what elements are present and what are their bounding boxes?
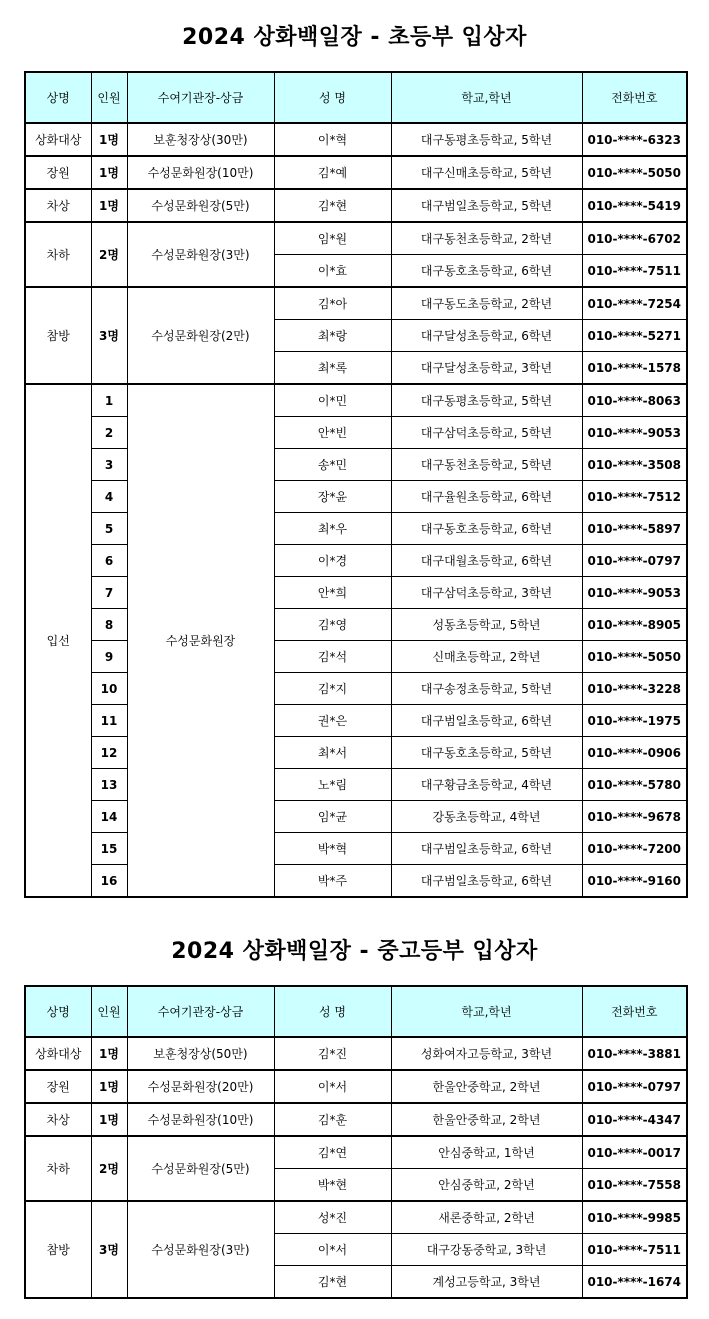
table-row xyxy=(25,609,687,641)
phone-cell: 010-****-7254 xyxy=(582,287,687,320)
award-cell: 참방 xyxy=(25,1201,91,1298)
school-cell: 강동초등학교, 4학년 xyxy=(391,801,582,833)
name-cell: 안*빈 xyxy=(274,417,391,449)
phone-cell: 010-****-6702 xyxy=(582,222,687,255)
phone-cell: 010-****-1674 xyxy=(582,1266,687,1299)
prize-cell: 수성문화원장(5만) xyxy=(127,1136,274,1201)
school-cell: 대구동천초등학교, 2학년 xyxy=(391,222,582,255)
table-row xyxy=(25,123,687,156)
name-cell: 김*아 xyxy=(274,287,391,320)
phone-cell: 010-****-5780 xyxy=(582,769,687,801)
name-cell: 노*림 xyxy=(274,769,391,801)
elementary-awards-table xyxy=(24,71,688,898)
header-award: 상명 xyxy=(25,986,91,1037)
phone-cell: 010-****-0797 xyxy=(582,545,687,577)
school-cell: 대구달성초등학교, 6학년 xyxy=(391,320,582,352)
phone-cell: 010-****-7511 xyxy=(582,1234,687,1266)
school-cell: 대구삼덕초등학교, 3학년 xyxy=(391,577,582,609)
table-row xyxy=(25,769,687,801)
header-count: 인원 xyxy=(91,986,127,1037)
school-cell: 대구강동중학교, 3학년 xyxy=(391,1234,582,1266)
name-cell: 이*서 xyxy=(274,1234,391,1266)
table-row xyxy=(25,641,687,673)
phone-cell: 010-****-5897 xyxy=(582,513,687,545)
table-row xyxy=(25,1136,687,1169)
name-cell: 임*원 xyxy=(274,222,391,255)
name-cell: 이*효 xyxy=(274,255,391,288)
name-cell: 이*경 xyxy=(274,545,391,577)
award-cell: 상화대상 xyxy=(25,1037,91,1070)
school-cell: 대구황금초등학교, 4학년 xyxy=(391,769,582,801)
school-cell: 성화여자고등학교, 3학년 xyxy=(391,1037,582,1070)
prize-cell: 수성문화원장 xyxy=(127,384,274,897)
school-cell: 대구신매초등학교, 5학년 xyxy=(391,156,582,189)
table-row xyxy=(25,1037,687,1070)
table-row xyxy=(25,189,687,222)
table-row xyxy=(25,481,687,513)
name-cell: 박*혁 xyxy=(274,833,391,865)
phone-cell: 010-****-5419 xyxy=(582,189,687,222)
name-cell: 임*균 xyxy=(274,801,391,833)
table-row xyxy=(25,673,687,705)
phone-cell: 010-****-9160 xyxy=(582,865,687,898)
prize-cell: 수성문화원장(20만) xyxy=(127,1070,274,1103)
award-cell: 차하 xyxy=(25,222,91,287)
school-cell: 대구동호초등학교, 6학년 xyxy=(391,255,582,288)
name-cell: 이*혁 xyxy=(274,123,391,156)
header-phone: 전화번호 xyxy=(582,72,687,123)
phone-cell: 010-****-8905 xyxy=(582,609,687,641)
name-cell: 이*서 xyxy=(274,1070,391,1103)
header-prize: 수여기관장-상금 xyxy=(127,72,274,123)
phone-cell: 010-****-0797 xyxy=(582,1070,687,1103)
phone-cell: 010-****-8063 xyxy=(582,384,687,417)
phone-cell: 010-****-7558 xyxy=(582,1169,687,1202)
school-cell: 대구동평초등학교, 5학년 xyxy=(391,123,582,156)
prize-cell: 수성문화원장(10만) xyxy=(127,156,274,189)
school-cell: 신매초등학교, 2학년 xyxy=(391,641,582,673)
name-cell: 성*진 xyxy=(274,1201,391,1234)
table-row xyxy=(25,1070,687,1103)
name-cell: 김*현 xyxy=(274,189,391,222)
entry-number-cell: 2 xyxy=(91,417,127,449)
entry-number-cell: 6 xyxy=(91,545,127,577)
phone-cell: 010-****-1975 xyxy=(582,705,687,737)
table-row xyxy=(25,577,687,609)
school-cell: 대구범일초등학교, 5학년 xyxy=(391,189,582,222)
phone-cell: 010-****-5050 xyxy=(582,641,687,673)
name-cell: 김*석 xyxy=(274,641,391,673)
phone-cell: 010-****-7511 xyxy=(582,255,687,288)
table-row xyxy=(25,222,687,255)
school-cell: 계성고등학교, 3학년 xyxy=(391,1266,582,1299)
count-cell: 1명 xyxy=(91,123,127,156)
phone-cell: 010-****-9053 xyxy=(582,577,687,609)
table-row xyxy=(25,801,687,833)
name-cell: 최*서 xyxy=(274,737,391,769)
header-row xyxy=(25,986,687,1037)
table-row xyxy=(25,545,687,577)
award-cell: 차하 xyxy=(25,1136,91,1201)
count-cell: 1명 xyxy=(91,156,127,189)
count-cell: 2명 xyxy=(91,222,127,287)
entry-number-cell: 13 xyxy=(91,769,127,801)
count-cell: 2명 xyxy=(91,1136,127,1201)
name-cell: 김*연 xyxy=(274,1136,391,1169)
count-cell: 1명 xyxy=(91,1037,127,1070)
name-cell: 권*은 xyxy=(274,705,391,737)
prize-cell: 보훈청장상(30만) xyxy=(127,123,274,156)
name-cell: 김*예 xyxy=(274,156,391,189)
phone-cell: 010-****-5050 xyxy=(582,156,687,189)
entry-number-cell: 9 xyxy=(91,641,127,673)
count-cell: 3명 xyxy=(91,287,127,384)
name-cell: 장*윤 xyxy=(274,481,391,513)
phone-cell: 010-****-9053 xyxy=(582,417,687,449)
prize-cell: 보훈청장상(50만) xyxy=(127,1037,274,1070)
name-cell: 최*랑 xyxy=(274,320,391,352)
name-cell: 박*현 xyxy=(274,1169,391,1202)
entry-number-cell: 1 xyxy=(91,384,127,417)
name-cell: 이*민 xyxy=(274,384,391,417)
count-cell: 1명 xyxy=(91,189,127,222)
phone-cell: 010-****-5271 xyxy=(582,320,687,352)
entry-number-cell: 3 xyxy=(91,449,127,481)
name-cell: 김*훈 xyxy=(274,1103,391,1136)
school-cell: 대구범일초등학교, 6학년 xyxy=(391,705,582,737)
name-cell: 박*주 xyxy=(274,865,391,898)
table-row xyxy=(25,156,687,189)
award-cell: 참방 xyxy=(25,287,91,384)
header-count: 인원 xyxy=(91,72,127,123)
name-cell: 최*록 xyxy=(274,352,391,385)
school-cell: 새론중학교, 2학년 xyxy=(391,1201,582,1234)
table-row xyxy=(25,449,687,481)
secondary-awards-table xyxy=(24,985,688,1299)
entry-number-cell: 10 xyxy=(91,673,127,705)
phone-cell: 010-****-3881 xyxy=(582,1037,687,1070)
header-row xyxy=(25,72,687,123)
entry-number-cell: 5 xyxy=(91,513,127,545)
prize-cell: 수성문화원장(3만) xyxy=(127,1201,274,1298)
school-cell: 대구동호초등학교, 6학년 xyxy=(391,513,582,545)
elementary-title: 2024 상화백일장 - 초등부 입상자 xyxy=(182,25,527,50)
phone-cell: 010-****-1578 xyxy=(582,352,687,385)
phone-cell: 010-****-7200 xyxy=(582,833,687,865)
table-row xyxy=(25,513,687,545)
name-cell: 최*우 xyxy=(274,513,391,545)
phone-cell: 010-****-4347 xyxy=(582,1103,687,1136)
award-cell: 장원 xyxy=(25,1070,91,1103)
phone-cell: 010-****-3228 xyxy=(582,673,687,705)
school-cell: 대구동도초등학교, 2학년 xyxy=(391,287,582,320)
table-row xyxy=(25,417,687,449)
school-cell: 대구송정초등학교, 5학년 xyxy=(391,673,582,705)
entry-number-cell: 16 xyxy=(91,865,127,898)
header-school: 학교,학년 xyxy=(391,72,582,123)
table-row xyxy=(25,1201,687,1234)
entry-number-cell: 11 xyxy=(91,705,127,737)
school-cell: 대구삼덕초등학교, 5학년 xyxy=(391,417,582,449)
header-name: 성 명 xyxy=(274,72,391,123)
table-row xyxy=(25,1103,687,1136)
prize-cell: 수성문화원장(2만) xyxy=(127,287,274,384)
secondary-title: 2024 상화백일장 - 중고등부 입상자 xyxy=(171,939,538,964)
table-row xyxy=(25,384,687,417)
school-cell: 대구동평초등학교, 5학년 xyxy=(391,384,582,417)
entry-number-cell: 7 xyxy=(91,577,127,609)
school-cell: 대구율원초등학교, 6학년 xyxy=(391,481,582,513)
school-cell: 대구범일초등학교, 6학년 xyxy=(391,865,582,898)
school-cell: 대구동호초등학교, 5학년 xyxy=(391,737,582,769)
phone-cell: 010-****-7512 xyxy=(582,481,687,513)
header-prize: 수여기관장-상금 xyxy=(127,986,274,1037)
name-cell: 송*민 xyxy=(274,449,391,481)
award-cell: 상화대상 xyxy=(25,123,91,156)
prize-cell: 수성문화원장(5만) xyxy=(127,189,274,222)
phone-cell: 010-****-3508 xyxy=(582,449,687,481)
name-cell: 김*현 xyxy=(274,1266,391,1299)
table-row xyxy=(25,737,687,769)
school-cell: 대구달성초등학교, 3학년 xyxy=(391,352,582,385)
phone-cell: 010-****-6323 xyxy=(582,123,687,156)
award-cell: 차상 xyxy=(25,189,91,222)
name-cell: 김*지 xyxy=(274,673,391,705)
entry-number-cell: 4 xyxy=(91,481,127,513)
table-row xyxy=(25,865,687,898)
entry-number-cell: 12 xyxy=(91,737,127,769)
table-row xyxy=(25,833,687,865)
school-cell: 안심중학교, 2학년 xyxy=(391,1169,582,1202)
count-cell: 3명 xyxy=(91,1201,127,1298)
header-phone: 전화번호 xyxy=(582,986,687,1037)
header-award: 상명 xyxy=(25,72,91,123)
name-cell: 김*진 xyxy=(274,1037,391,1070)
table-row xyxy=(25,287,687,320)
prize-cell: 수성문화원장(3만) xyxy=(127,222,274,287)
award-cell: 입선 xyxy=(25,384,91,897)
award-cell: 장원 xyxy=(25,156,91,189)
school-cell: 대구동천초등학교, 5학년 xyxy=(391,449,582,481)
entry-number-cell: 8 xyxy=(91,609,127,641)
count-cell: 1명 xyxy=(91,1103,127,1136)
phone-cell: 010-****-0017 xyxy=(582,1136,687,1169)
phone-cell: 010-****-0906 xyxy=(582,737,687,769)
school-cell: 안심중학교, 1학년 xyxy=(391,1136,582,1169)
name-cell: 김*영 xyxy=(274,609,391,641)
entry-number-cell: 14 xyxy=(91,801,127,833)
prize-cell: 수성문화원장(10만) xyxy=(127,1103,274,1136)
school-cell: 대구범일초등학교, 6학년 xyxy=(391,833,582,865)
header-name: 성 명 xyxy=(274,986,391,1037)
name-cell: 안*희 xyxy=(274,577,391,609)
table-row xyxy=(25,705,687,737)
count-cell: 1명 xyxy=(91,1070,127,1103)
phone-cell: 010-****-9678 xyxy=(582,801,687,833)
school-cell: 성동초등학교, 5학년 xyxy=(391,609,582,641)
phone-cell: 010-****-9985 xyxy=(582,1201,687,1234)
school-cell: 한울안중학교, 2학년 xyxy=(391,1103,582,1136)
award-cell: 차상 xyxy=(25,1103,91,1136)
header-school: 학교,학년 xyxy=(391,986,582,1037)
school-cell: 한울안중학교, 2학년 xyxy=(391,1070,582,1103)
school-cell: 대구대월초등학교, 6학년 xyxy=(391,545,582,577)
entry-number-cell: 15 xyxy=(91,833,127,865)
